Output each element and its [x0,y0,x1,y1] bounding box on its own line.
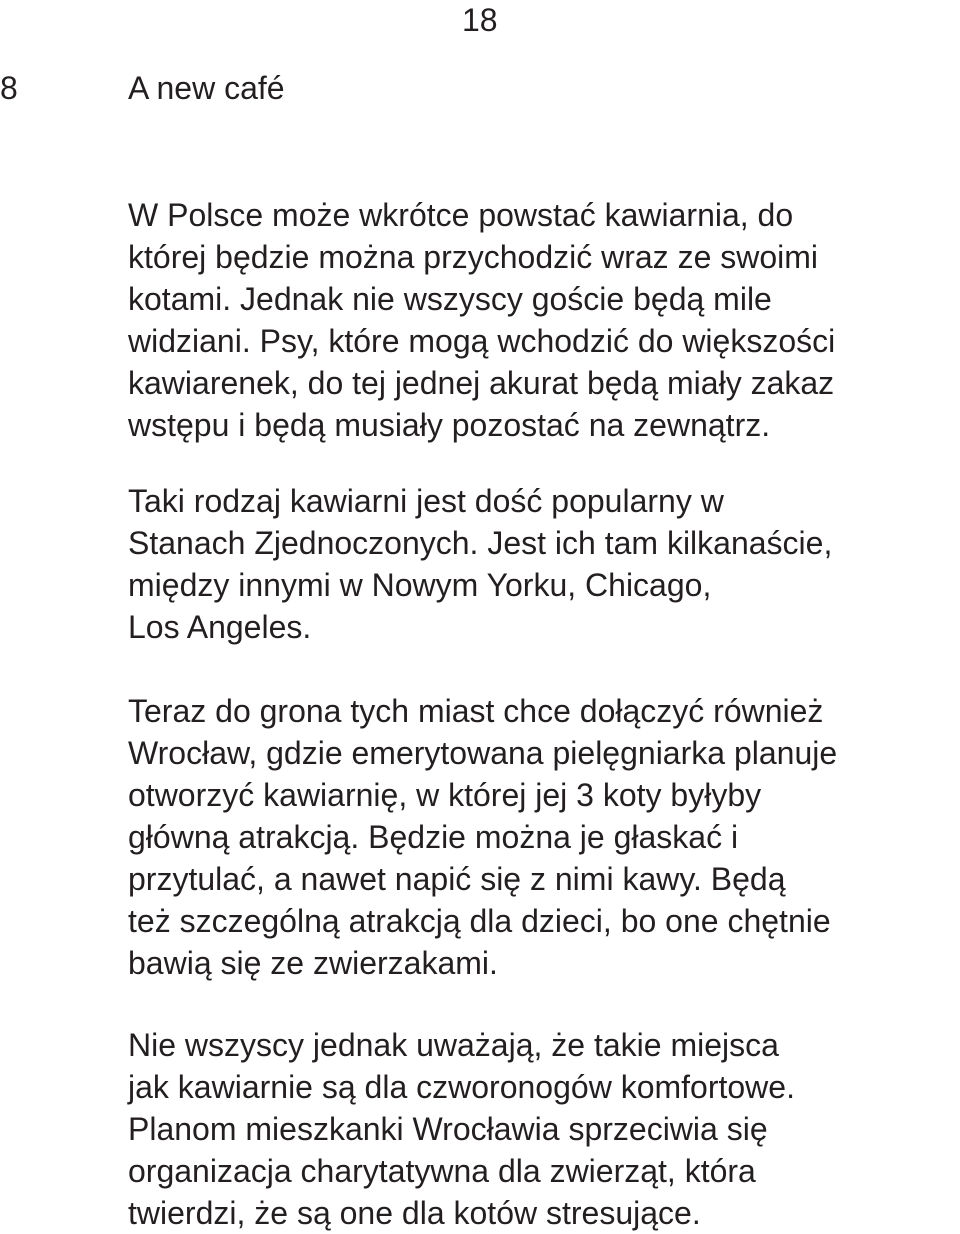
paragraph-3: Teraz do grona tych miast chce dołączyć również Wrocław, gdzie emerytowana pielęgniarka planuje otworzyć kawiarnię, w której jej 3 koty byłyby główną atrakcją. Będzie można je głaskać i przytulać, a nawet napić się z nimi kawy. Będą też szczególną atrakcją dla dzieci, bo one chętnie bawią się ze zwierzakami. [128,693,838,981]
section-number: 8 [0,70,18,106]
paragraph-4: Nie wszyscy jednak uważają, że takie miejsca jak kawiarnie są dla czworonogów komfortowe. Planom mieszkanki Wrocławia sprzeciwia się organizacja charytatywna dla zwierząt, która twierdzi, że są one dla kotów stresujące. [128,1027,795,1231]
section-title: A new café [128,70,285,106]
page-number: 18 [462,2,498,38]
paragraph-2: Taki rodzaj kawiarni jest dość popularny w Stanach Zjednoczonych. Jest ich tam kilkanaście, między innymi w Nowym Yorku, Chicago, Los Angeles. [128,483,833,645]
paragraph-1: W Polsce może wkrótce powstać kawiarnia, do której będzie można przychodzić wraz ze swoimi kotami. Jednak nie wszyscy goście będą mile widziani. Psy, które mogą wchodzić do większości kawiarenek, do tej jednej akurat będą miały zakaz wstępu i będą musiały pozostać na zewnątrz. [128,197,836,443]
